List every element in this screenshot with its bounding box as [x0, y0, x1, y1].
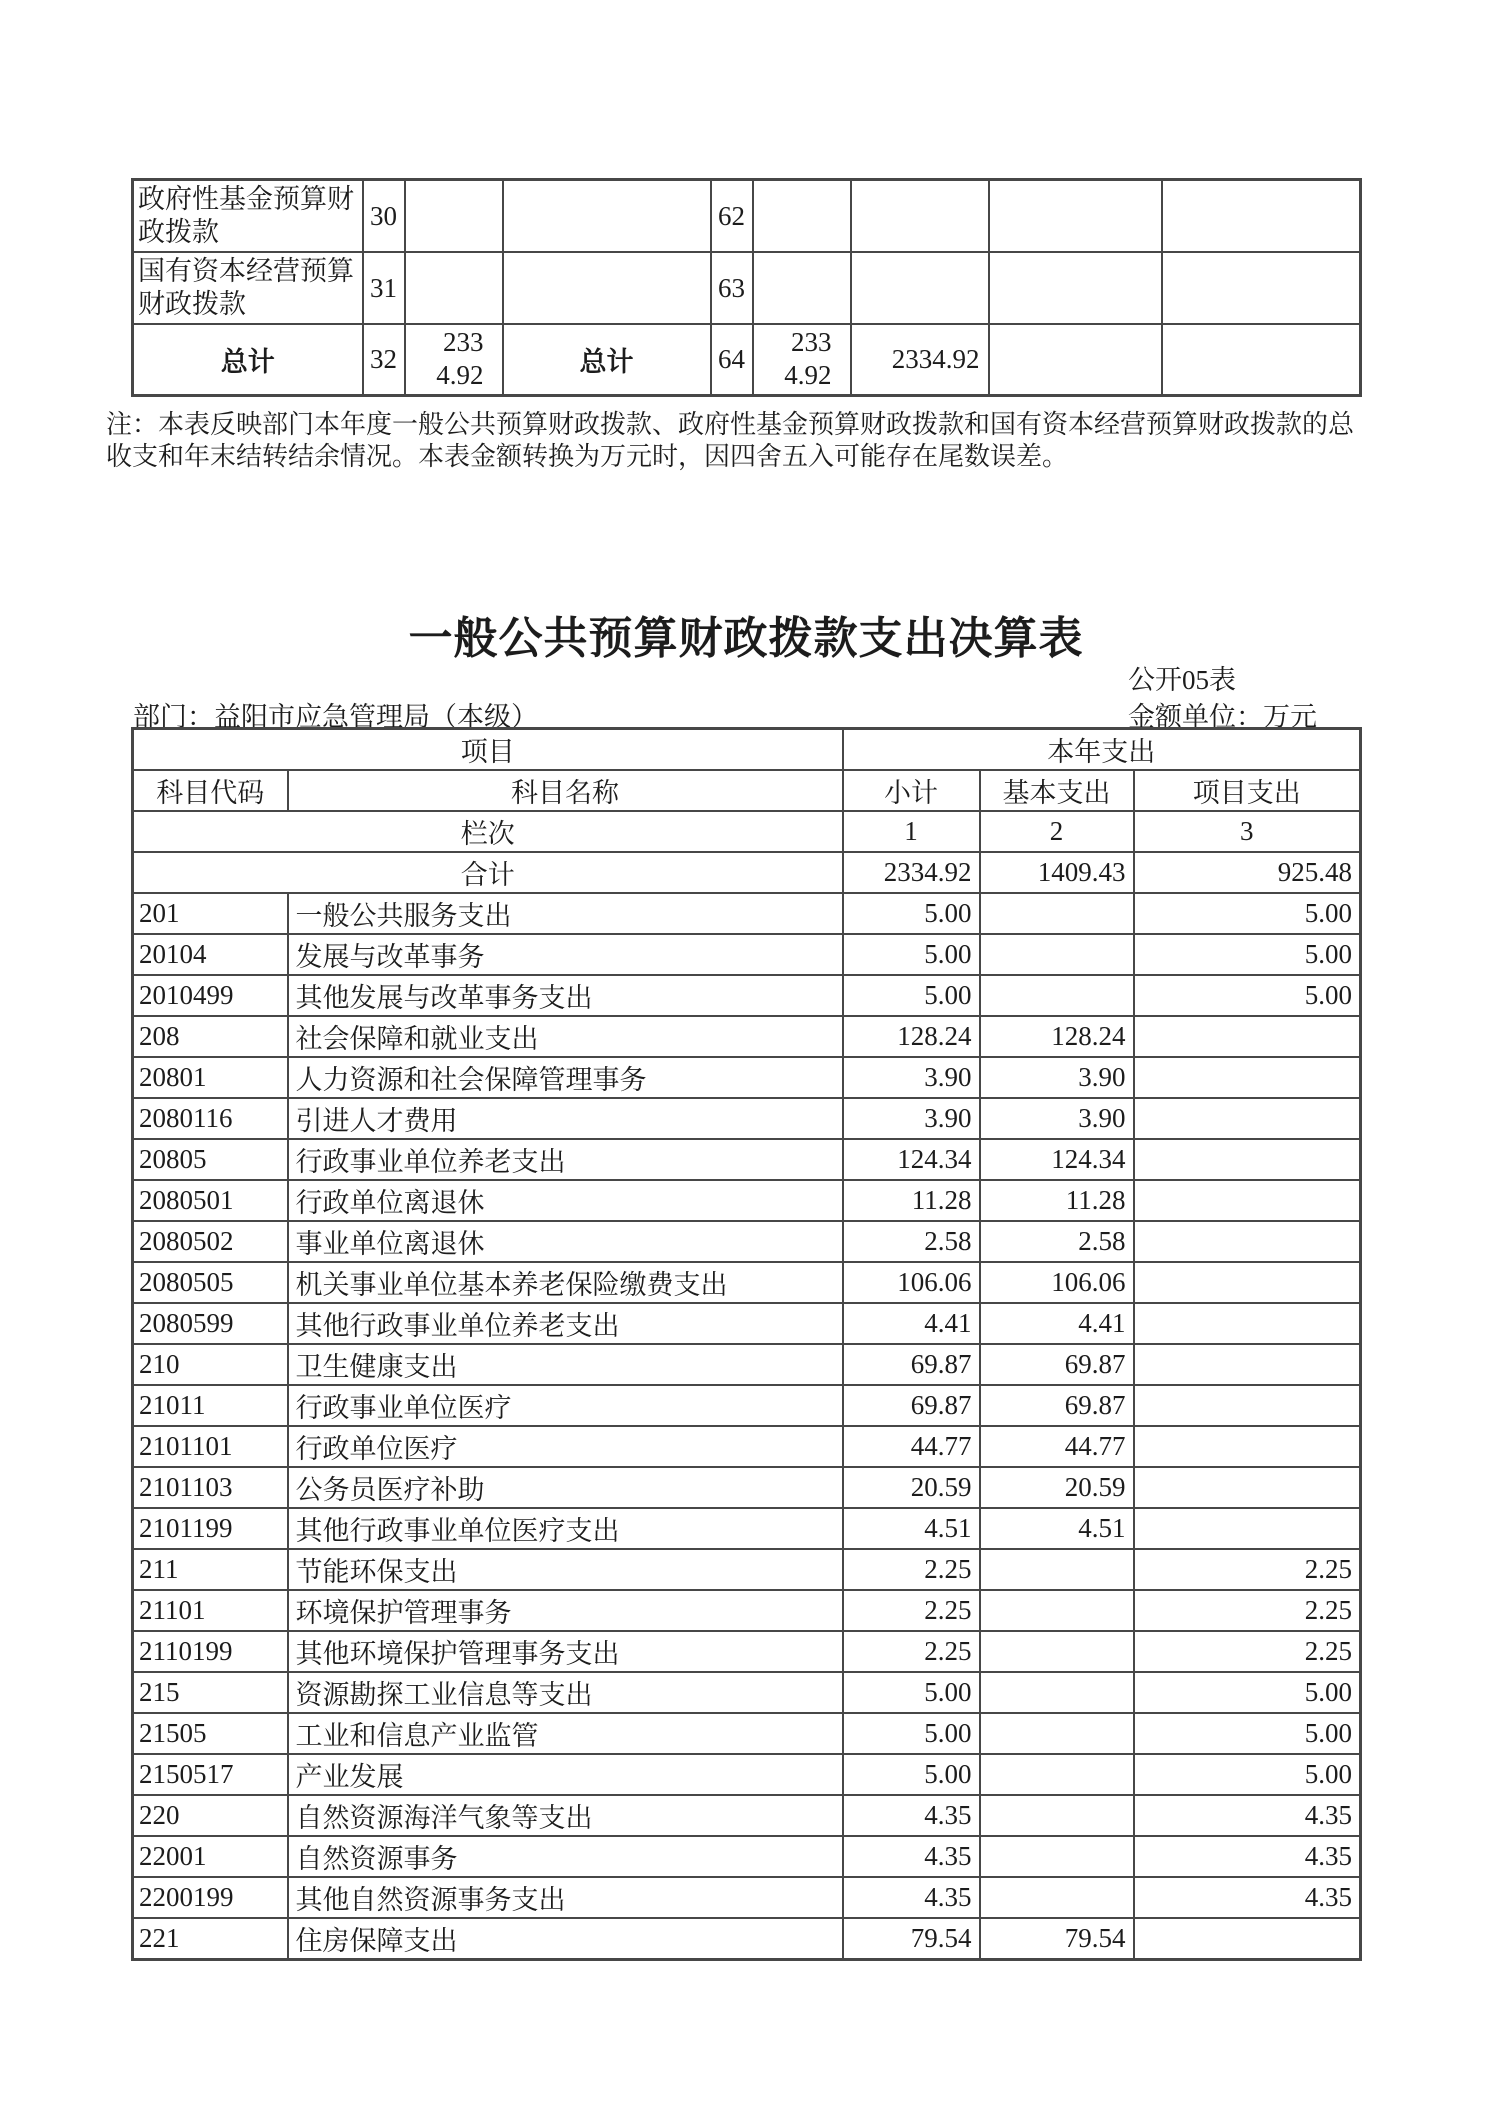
summary-cell — [989, 180, 1162, 253]
summary-table-body — [133, 180, 1361, 396]
subject-name-cell: 行政单位离退休 — [288, 1180, 843, 1221]
column-index-row — [133, 811, 1361, 852]
project-expenditure-cell: 4.35 — [1134, 1836, 1361, 1877]
subject-code-cell: 2080502 — [133, 1221, 288, 1262]
summary-cell: 总计 — [503, 324, 711, 395]
subject-code-cell: 20104 — [133, 934, 288, 975]
summary-cell: 政府性基金预算财政拨款 — [133, 180, 363, 253]
expenditure-row — [133, 1590, 1361, 1631]
project-expenditure-cell — [1134, 1508, 1361, 1549]
project-expenditure-cell: 2.25 — [1134, 1549, 1361, 1590]
column-index-label: 栏次 — [133, 811, 843, 852]
summary-cell — [1162, 324, 1361, 395]
subject-code-cell: 2101199 — [133, 1508, 288, 1549]
subtotal-cell: 79.54 — [843, 1918, 980, 1960]
basic-expenditure-cell: 44.77 — [980, 1426, 1134, 1467]
subtotal-cell: 2.58 — [843, 1221, 980, 1262]
subject-name-cell: 行政事业单位养老支出 — [288, 1139, 843, 1180]
subject-code-cell: 208 — [133, 1016, 288, 1057]
subtotal-cell: 5.00 — [843, 1754, 980, 1795]
unit-label: 金额单位：万元 — [1128, 702, 1317, 732]
expenditure-row — [133, 934, 1361, 975]
basic-expenditure-cell — [980, 1672, 1134, 1713]
basic-expenditure-cell: 20.59 — [980, 1467, 1134, 1508]
basic-expenditure-cell: 128.24 — [980, 1016, 1134, 1057]
basic-expenditure-cell: 3.90 — [980, 1057, 1134, 1098]
expenditure-row — [133, 1918, 1361, 1960]
summary-cell: 63 — [711, 252, 753, 324]
subject-code-cell: 2200199 — [133, 1877, 288, 1918]
project-expenditure-cell — [1134, 1303, 1361, 1344]
summary-cell — [753, 180, 851, 253]
subject-name-cell: 发展与改革事务 — [288, 934, 843, 975]
form-number: 公开05表 — [1128, 665, 1236, 695]
summary-cell: 2334.92 — [851, 324, 989, 395]
subject-name-cell: 其他自然资源事务支出 — [288, 1877, 843, 1918]
subject-name-cell: 自然资源事务 — [288, 1836, 843, 1877]
table-note-line2: 收支和年末结转结余情况。本表金额转换为万元时，因四舍五入可能存在尾数误差。 — [106, 442, 1069, 471]
subject-code-cell: 2080599 — [133, 1303, 288, 1344]
expenditure-row — [133, 1180, 1361, 1221]
summary-cell — [989, 324, 1162, 395]
subject-name-cell: 住房保障支出 — [288, 1918, 843, 1960]
project-expenditure-cell — [1134, 1344, 1361, 1385]
expenditure-row — [133, 1549, 1361, 1590]
expenditure-row — [133, 1672, 1361, 1713]
subject-name-cell: 其他行政事业单位养老支出 — [288, 1303, 843, 1344]
summary-cell: 国有资本经营预算财政拨款 — [133, 252, 363, 324]
subtotal-cell: 5.00 — [843, 1713, 980, 1754]
project-expenditure-cell — [1134, 1262, 1361, 1303]
expenditure-row — [133, 1016, 1361, 1057]
summary-cell — [503, 252, 711, 324]
expenditure-row — [133, 1385, 1361, 1426]
project-expenditure-cell: 5.00 — [1134, 975, 1361, 1016]
summary-row — [133, 324, 1361, 395]
header-columns-row — [133, 770, 1361, 811]
subject-name-cell: 一般公共服务支出 — [288, 893, 843, 934]
basic-expenditure-cell: 124.34 — [980, 1139, 1134, 1180]
expenditure-row — [133, 893, 1361, 934]
subtotal-cell: 2.25 — [843, 1631, 980, 1672]
subject-name-cell: 引进人才费用 — [288, 1098, 843, 1139]
basic-expenditure-cell — [980, 1631, 1134, 1672]
subtotal-cell: 11.28 — [843, 1180, 980, 1221]
subject-code-cell: 21101 — [133, 1590, 288, 1631]
expenditure-row — [133, 1426, 1361, 1467]
grand-total-row — [133, 852, 1361, 893]
subject-name-cell: 公务员医疗补助 — [288, 1467, 843, 1508]
subject-name-cell: 行政事业单位医疗 — [288, 1385, 843, 1426]
project-expenditure-cell — [1134, 1180, 1361, 1221]
summary-table — [131, 178, 1362, 397]
summary-cell: 30 — [363, 180, 405, 253]
subject-name-cell: 环境保护管理事务 — [288, 1590, 843, 1631]
subtotal-cell: 3.90 — [843, 1057, 980, 1098]
summary-cell: 32 — [363, 324, 405, 395]
summary-row — [133, 180, 1361, 253]
subject-code-cell: 20805 — [133, 1139, 288, 1180]
subject-name-cell: 其他发展与改革事务支出 — [288, 975, 843, 1016]
subject-name-cell: 工业和信息产业监管 — [288, 1713, 843, 1754]
project-expenditure-cell — [1134, 1057, 1361, 1098]
subtotal-cell: 44.77 — [843, 1426, 980, 1467]
basic-expenditure-cell — [980, 1795, 1134, 1836]
header-group-row — [133, 729, 1361, 771]
expenditure-row — [133, 1221, 1361, 1262]
expenditure-row — [133, 1836, 1361, 1877]
summary-cell — [405, 252, 503, 324]
subject-code-cell: 20801 — [133, 1057, 288, 1098]
expenditure-row — [133, 975, 1361, 1016]
subtotal-cell: 4.35 — [843, 1877, 980, 1918]
department-label: 部门：益阳市应急管理局（本级） — [133, 702, 538, 732]
expenditure-row — [133, 1877, 1361, 1918]
summary-cell: 总计 — [133, 324, 363, 395]
summary-cell — [503, 180, 711, 253]
basic-expenditure-cell: 106.06 — [980, 1262, 1134, 1303]
subtotal-cell: 2.25 — [843, 1590, 980, 1631]
subject-code-cell: 2010499 — [133, 975, 288, 1016]
subtotal-cell: 20.59 — [843, 1467, 980, 1508]
subtotal-cell: 4.41 — [843, 1303, 980, 1344]
summary-cell — [753, 252, 851, 324]
subtotal-cell: 5.00 — [843, 893, 980, 934]
expenditure-row — [133, 1139, 1361, 1180]
subject-code-cell: 210 — [133, 1344, 288, 1385]
project-expenditure-cell — [1134, 1016, 1361, 1057]
grand-total-subtotal: 2334.92 — [843, 852, 980, 893]
project-expenditure-cell: 4.35 — [1134, 1877, 1361, 1918]
column-index-3: 3 — [1134, 811, 1361, 852]
basic-expenditure-cell — [980, 1836, 1134, 1877]
summary-cell: 2334.92 — [405, 324, 503, 395]
subtotal-cell: 4.35 — [843, 1836, 980, 1877]
subtotal-cell: 5.00 — [843, 934, 980, 975]
summary-cell — [405, 180, 503, 253]
subject-name-cell: 卫生健康支出 — [288, 1344, 843, 1385]
subtotal-cell: 5.00 — [843, 1672, 980, 1713]
subject-code-cell: 2080116 — [133, 1098, 288, 1139]
summary-cell — [1162, 180, 1361, 253]
subject-code-cell: 201 — [133, 893, 288, 934]
subtotal-cell: 3.90 — [843, 1098, 980, 1139]
expenditure-table-body — [133, 893, 1361, 1960]
subject-code-cell: 215 — [133, 1672, 288, 1713]
project-expenditure-cell: 5.00 — [1134, 893, 1361, 934]
basic-expenditure-cell: 11.28 — [980, 1180, 1134, 1221]
summary-cell — [851, 180, 989, 253]
project-expenditure-cell — [1134, 1098, 1361, 1139]
subtotal-cell: 69.87 — [843, 1344, 980, 1385]
header-basic-expenditure: 基本支出 — [980, 770, 1134, 811]
summary-row — [133, 252, 1361, 324]
subject-code-cell: 2110199 — [133, 1631, 288, 1672]
basic-expenditure-cell — [980, 975, 1134, 1016]
column-index-1: 1 — [843, 811, 980, 852]
subject-name-cell: 产业发展 — [288, 1754, 843, 1795]
subject-code-cell: 21505 — [133, 1713, 288, 1754]
expenditure-row — [133, 1467, 1361, 1508]
subject-code-cell: 221 — [133, 1918, 288, 1960]
summary-cell: 31 — [363, 252, 405, 324]
table-note-line1: 注：本表反映部门本年度一般公共预算财政拨款、政府性基金预算财政拨款和国有资本经营预算财政拨款的总 — [106, 410, 1355, 439]
subtotal-cell: 128.24 — [843, 1016, 980, 1057]
basic-expenditure-cell — [980, 1877, 1134, 1918]
subject-name-cell: 事业单位离退休 — [288, 1221, 843, 1262]
subject-code-cell: 2101101 — [133, 1426, 288, 1467]
project-expenditure-cell: 5.00 — [1134, 1672, 1361, 1713]
subject-code-cell: 2150517 — [133, 1754, 288, 1795]
project-expenditure-cell — [1134, 1139, 1361, 1180]
expenditure-row — [133, 1631, 1361, 1672]
expenditure-table — [131, 727, 1362, 1961]
project-expenditure-cell: 4.35 — [1134, 1795, 1361, 1836]
header-subtotal: 小计 — [843, 770, 980, 811]
header-item-group: 项目 — [133, 729, 843, 771]
basic-expenditure-cell — [980, 1549, 1134, 1590]
subtotal-cell: 4.51 — [843, 1508, 980, 1549]
basic-expenditure-cell: 69.87 — [980, 1385, 1134, 1426]
basic-expenditure-cell: 2.58 — [980, 1221, 1134, 1262]
basic-expenditure-cell: 4.51 — [980, 1508, 1134, 1549]
basic-expenditure-cell: 69.87 — [980, 1344, 1134, 1385]
summary-cell — [989, 252, 1162, 324]
subtotal-cell: 4.35 — [843, 1795, 980, 1836]
summary-cell: 2334.92 — [753, 324, 851, 395]
header-project-expenditure: 项目支出 — [1134, 770, 1361, 811]
header-subject-name: 科目名称 — [288, 770, 843, 811]
project-expenditure-cell: 5.00 — [1134, 1754, 1361, 1795]
summary-cell — [851, 252, 989, 324]
expenditure-row — [133, 1262, 1361, 1303]
summary-cell — [1162, 252, 1361, 324]
subject-code-cell: 2080501 — [133, 1180, 288, 1221]
subject-code-cell: 211 — [133, 1549, 288, 1590]
project-expenditure-cell — [1134, 1426, 1361, 1467]
subject-name-cell: 其他环境保护管理事务支出 — [288, 1631, 843, 1672]
expenditure-row — [133, 1057, 1361, 1098]
expenditure-row — [133, 1508, 1361, 1549]
subject-name-cell: 自然资源海洋气象等支出 — [288, 1795, 843, 1836]
subject-code-cell: 21011 — [133, 1385, 288, 1426]
subject-name-cell: 资源勘探工业信息等支出 — [288, 1672, 843, 1713]
basic-expenditure-cell — [980, 1754, 1134, 1795]
project-expenditure-cell — [1134, 1918, 1361, 1960]
project-expenditure-cell — [1134, 1221, 1361, 1262]
subject-code-cell: 220 — [133, 1795, 288, 1836]
expenditure-row — [133, 1754, 1361, 1795]
subject-name-cell: 节能环保支出 — [288, 1549, 843, 1590]
subtotal-cell: 2.25 — [843, 1549, 980, 1590]
subject-code-cell: 2080505 — [133, 1262, 288, 1303]
table-note — [106, 409, 1356, 473]
subtotal-cell: 106.06 — [843, 1262, 980, 1303]
project-expenditure-cell — [1134, 1385, 1361, 1426]
column-index-2: 2 — [980, 811, 1134, 852]
basic-expenditure-cell — [980, 893, 1134, 934]
basic-expenditure-cell: 4.41 — [980, 1303, 1134, 1344]
summary-cell: 62 — [711, 180, 753, 253]
subtotal-cell: 5.00 — [843, 975, 980, 1016]
summary-cell: 64 — [711, 324, 753, 395]
grand-total-basic: 1409.43 — [980, 852, 1134, 893]
subject-name-cell: 社会保障和就业支出 — [288, 1016, 843, 1057]
subject-name-cell: 人力资源和社会保障管理事务 — [288, 1057, 843, 1098]
header-subject-code: 科目代码 — [133, 770, 288, 811]
subtotal-cell: 69.87 — [843, 1385, 980, 1426]
subject-code-cell: 2101103 — [133, 1467, 288, 1508]
expenditure-row — [133, 1713, 1361, 1754]
basic-expenditure-cell: 79.54 — [980, 1918, 1134, 1960]
project-expenditure-cell: 5.00 — [1134, 934, 1361, 975]
grand-total-label: 合计 — [133, 852, 843, 893]
project-expenditure-cell: 2.25 — [1134, 1631, 1361, 1672]
basic-expenditure-cell: 3.90 — [980, 1098, 1134, 1139]
basic-expenditure-cell — [980, 1590, 1134, 1631]
subject-code-cell: 22001 — [133, 1836, 288, 1877]
expenditure-row — [133, 1303, 1361, 1344]
expenditure-row — [133, 1795, 1361, 1836]
subject-name-cell: 行政单位医疗 — [288, 1426, 843, 1467]
subject-name-cell: 其他行政事业单位医疗支出 — [288, 1508, 843, 1549]
project-expenditure-cell: 5.00 — [1134, 1713, 1361, 1754]
expenditure-row — [133, 1098, 1361, 1139]
header-year-expenditure-group: 本年支出 — [843, 729, 1361, 771]
project-expenditure-cell: 2.25 — [1134, 1590, 1361, 1631]
subtotal-cell: 124.34 — [843, 1139, 980, 1180]
basic-expenditure-cell — [980, 1713, 1134, 1754]
expenditure-row — [133, 1344, 1361, 1385]
basic-expenditure-cell — [980, 934, 1134, 975]
project-expenditure-cell — [1134, 1467, 1361, 1508]
page-title: 一般公共预算财政拨款支出决算表 — [408, 614, 1084, 663]
expenditure-table-head — [133, 729, 1361, 894]
subject-name-cell: 机关事业单位基本养老保险缴费支出 — [288, 1262, 843, 1303]
grand-total-project: 925.48 — [1134, 852, 1361, 893]
